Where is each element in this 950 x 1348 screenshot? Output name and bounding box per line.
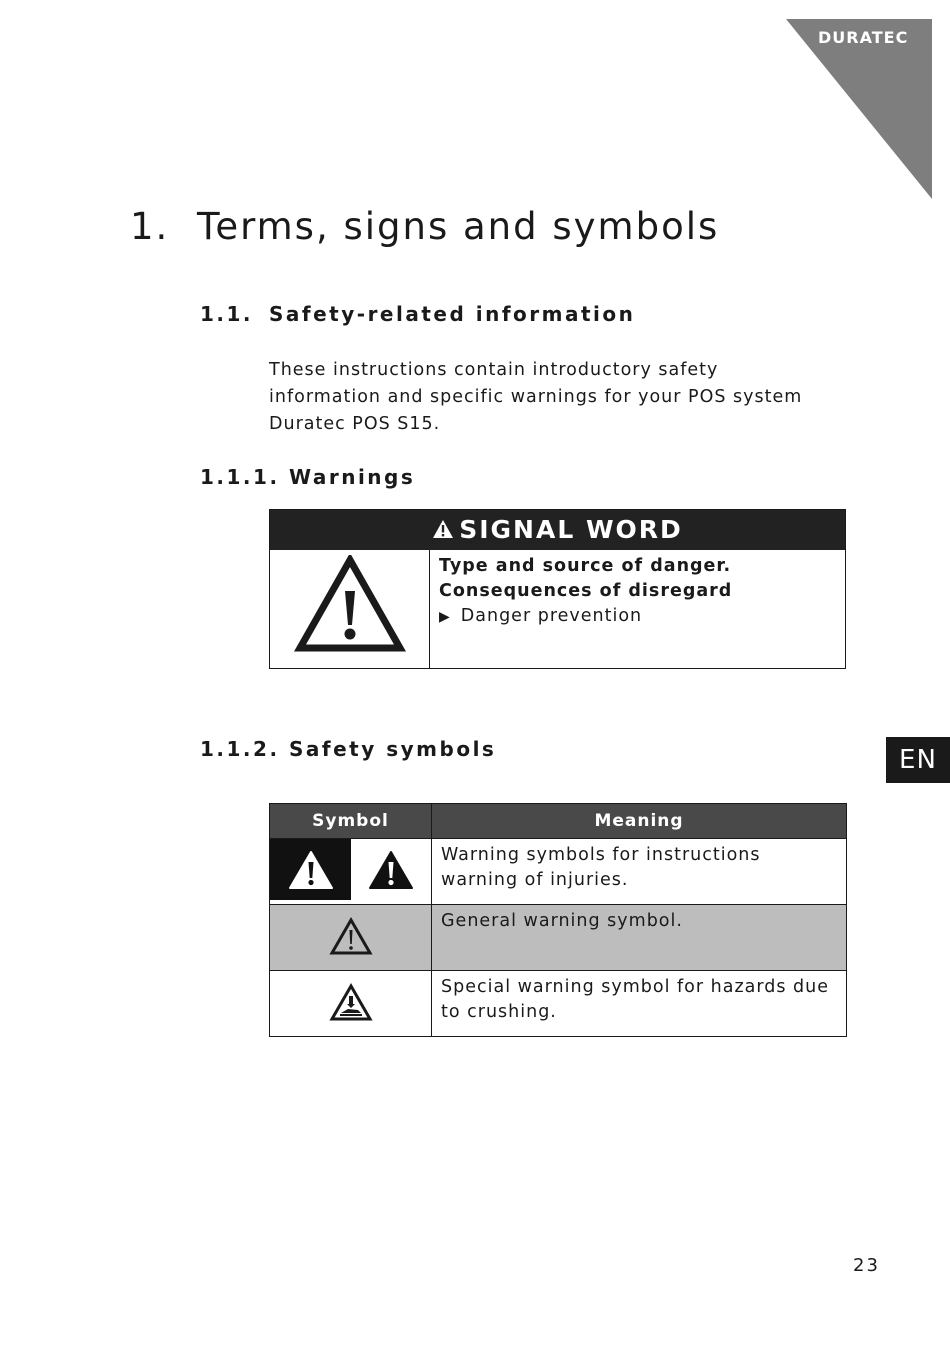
danger-prevention: Danger prevention bbox=[460, 606, 643, 626]
signal-word: SIGNAL WORD bbox=[459, 515, 683, 544]
meaning-line: warning of injuries. bbox=[441, 870, 629, 890]
section-1-1-2-title: Safety symbols bbox=[289, 737, 497, 761]
warning-symbol-cell bbox=[270, 550, 430, 669]
danger-type: Type and source of danger. bbox=[439, 556, 732, 576]
meaning-cell bbox=[432, 971, 847, 1037]
table-row bbox=[270, 971, 847, 1037]
meaning-line: General warning symbol. bbox=[441, 911, 683, 931]
meaning-cell bbox=[432, 905, 847, 971]
paragraph-line: These instructions contain introductory safety bbox=[269, 360, 719, 380]
table-row bbox=[270, 905, 847, 971]
header-meaning: Meaning bbox=[432, 804, 847, 839]
arrow-right-icon: ▶ bbox=[439, 609, 451, 625]
signal-word-header bbox=[270, 510, 845, 550]
danger-prevention-line bbox=[439, 604, 839, 630]
paragraph-line: information and specific warnings for your POS system bbox=[269, 387, 803, 407]
small-warning-icon bbox=[432, 511, 454, 551]
page-title: Terms, signs and symbols bbox=[197, 205, 720, 248]
section-1-1-2-number: 1.1.2. bbox=[200, 737, 280, 761]
large-warning-triangle-icon bbox=[294, 555, 406, 653]
general-warning-icon bbox=[270, 905, 431, 966]
warning-text bbox=[439, 554, 839, 630]
safety-symbols-table bbox=[269, 803, 847, 1037]
section-1-1-title: Safety-related information bbox=[269, 302, 636, 326]
meaning-line: to crushing. bbox=[441, 1002, 557, 1022]
intro-paragraph bbox=[269, 357, 849, 438]
warning-triangle-black-icon bbox=[351, 839, 431, 900]
section-1-1-1-number: 1.1.1. bbox=[200, 465, 280, 489]
symbol-cell bbox=[270, 905, 432, 971]
symbol-cell bbox=[270, 839, 432, 905]
page-number: 23 bbox=[853, 1255, 880, 1276]
meaning-line: Special warning symbol for hazards due bbox=[441, 977, 830, 997]
table-header-row bbox=[270, 804, 847, 839]
table-row bbox=[270, 839, 847, 905]
section-1-1-1-title: Warnings bbox=[289, 465, 416, 489]
header-symbol: Symbol bbox=[270, 804, 432, 839]
crushing-hazard-icon bbox=[270, 971, 431, 1032]
warning-triangle-white-icon bbox=[270, 839, 351, 900]
symbol-cell bbox=[270, 971, 432, 1037]
heading-number: 1. bbox=[130, 205, 170, 248]
brand-logo: DURATEC bbox=[818, 28, 909, 47]
language-tab[interactable]: EN bbox=[886, 737, 950, 783]
section-1-1-number: 1.1. bbox=[200, 302, 254, 326]
meaning-cell bbox=[432, 839, 847, 905]
warning-box bbox=[269, 509, 846, 669]
danger-consequences: Consequences of disregard bbox=[439, 581, 733, 601]
paragraph-line: Duratec POS S15. bbox=[269, 414, 441, 434]
meaning-line: Warning symbols for instructions bbox=[441, 845, 761, 865]
